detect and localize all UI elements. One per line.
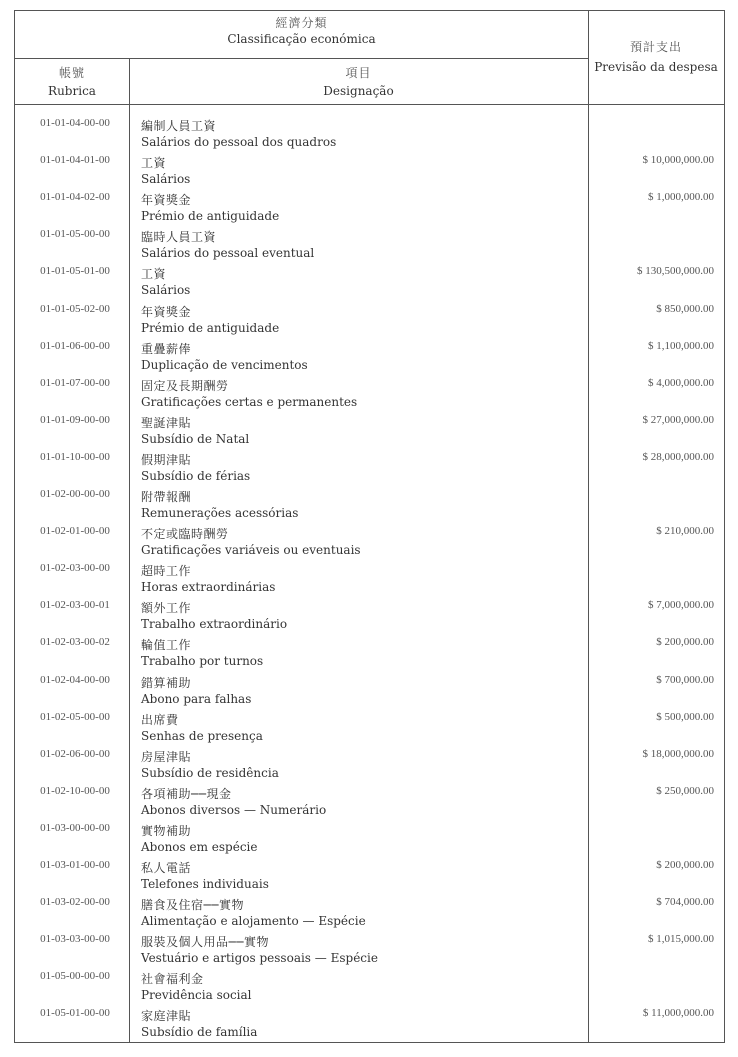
designation-zh: 固定及長期酬勞 — [141, 378, 229, 393]
designation-pt: Gratificações variáveis ou eventuais — [141, 543, 361, 558]
budget-table — [14, 10, 725, 1043]
designation-pt: Subsídio de residência — [141, 765, 279, 780]
table-row — [15, 894, 726, 931]
forecast-header — [588, 39, 724, 75]
table-row — [15, 783, 726, 820]
designation-header-zh: 項目 — [345, 66, 372, 80]
designation-zh: 實物補助 — [141, 823, 192, 838]
rubric-code: 01-01-04-00-00 — [40, 117, 110, 129]
forecast-amount: $ 130,500,000.00 — [637, 265, 714, 278]
forecast-amount: $ 28,000,000.00 — [642, 450, 714, 463]
classification-header — [15, 15, 588, 47]
designation-pt: Trabalho por turnos — [141, 654, 264, 669]
designation-zh: 出席費 — [141, 712, 179, 727]
designation-pt: Subsídio de férias — [141, 468, 251, 483]
rubric-code: 01-01-04-02-00 — [40, 191, 110, 204]
table-row — [15, 597, 726, 634]
designation-zh: 額外工作 — [141, 601, 192, 616]
designation-pt: Prémio de antiguidade — [141, 320, 280, 335]
table-row — [15, 968, 726, 1005]
designation-pt: Gratificações certas e permanentes — [141, 394, 358, 409]
designation-zh: 聖誕津貼 — [141, 415, 192, 430]
forecast-amount: $ 27,000,000.00 — [642, 413, 714, 426]
designation-pt: Telefones individuais — [141, 877, 269, 891]
forecast-amount: $ 1,015,000.00 — [648, 933, 714, 946]
forecast-amount: $ 850,000.00 — [656, 302, 714, 315]
table-row — [15, 1005, 726, 1042]
rubric-code: 01-01-05-01-00 — [40, 265, 110, 278]
forecast-amount: $ 18,000,000.00 — [642, 747, 714, 760]
rubric-code: 01-03-03-00-00 — [40, 933, 110, 946]
rubric-header — [15, 65, 129, 99]
table-row — [15, 523, 726, 560]
header-divider-classification — [15, 58, 588, 59]
designation-zh: 房屋津貼 — [141, 749, 192, 764]
designation-zh: 錯算補助 — [141, 675, 192, 690]
designation-pt: Vestuário e artigos pessoais — Espécie — [141, 951, 378, 966]
designation-pt: Previdência social — [141, 988, 252, 1003]
rubric-code: 01-01-05-02-00 — [40, 302, 110, 315]
designation-zh: 重疊薪俸 — [141, 341, 192, 356]
designation-pt: Duplicação de vencimentos — [141, 357, 308, 372]
table-row — [15, 486, 726, 523]
forecast-amount: $ 200,000.00 — [656, 859, 714, 871]
rubric-code: 01-03-01-00-00 — [40, 859, 110, 871]
table-row — [15, 115, 726, 152]
designation-pt: Remunerações acessórias — [141, 506, 299, 520]
rubric-code: 01-02-05-00-00 — [40, 710, 110, 723]
designation-pt: Abono para falhas — [141, 691, 252, 706]
forecast-amount: $ 250,000.00 — [656, 784, 714, 797]
table-row — [15, 152, 726, 189]
rubric-code: 01-05-00-00-00 — [40, 970, 110, 983]
rubric-code: 01-02-03-00-00 — [40, 562, 110, 575]
table-row — [15, 449, 726, 486]
rubric-header-zh: 帳號 — [58, 66, 85, 80]
designation-zh: 臨時人員工資 — [141, 230, 217, 245]
designation-pt: Salários do pessoal eventual — [141, 246, 315, 261]
forecast-amount: $ 10,000,000.00 — [642, 154, 714, 167]
designation-pt: Subsídio de Natal — [141, 431, 250, 446]
designation-pt: Abonos em espécie — [141, 839, 258, 854]
table-row — [15, 301, 726, 338]
rubric-header-pt: Rubrica — [48, 84, 96, 98]
designation-pt: Trabalho extraordinário — [141, 617, 288, 632]
rubric-code: 01-01-06-00-00 — [40, 339, 110, 352]
designation-zh: 服裝及個人用品──實物 — [141, 935, 269, 950]
rubric-code: 01-02-00-00-00 — [40, 488, 110, 500]
classification-header-zh: 經濟分類 — [275, 16, 328, 30]
forecast-header-pt: Previsão da despesa — [594, 60, 718, 74]
designation-zh: 各項補助──現金 — [141, 786, 232, 801]
designation-zh: 編制人員工資 — [141, 119, 217, 133]
table-row — [15, 560, 726, 597]
rubric-code: 01-01-09-00-00 — [40, 413, 110, 426]
designation-zh: 年資獎金 — [141, 193, 192, 208]
forecast-amount: $ 704,000.00 — [656, 896, 714, 909]
designation-pt: Alimentação e alojamento — Espécie — [141, 914, 366, 929]
designation-zh: 附帶報酬 — [141, 490, 192, 504]
table-row — [15, 672, 726, 709]
rubric-code: 01-02-03-00-01 — [40, 599, 110, 612]
rubric-code: 01-02-03-00-02 — [40, 636, 110, 649]
rubric-code: 01-02-06-00-00 — [40, 747, 110, 760]
designation-pt: Senhas de presença — [141, 728, 263, 743]
header-bottom-rule — [15, 104, 724, 105]
designation-pt: Salários do pessoal dos quadros — [141, 135, 337, 149]
rubric-code: 01-02-10-00-00 — [40, 784, 110, 797]
forecast-amount: $ 7,000,000.00 — [648, 599, 714, 612]
designation-header-pt: Designação — [323, 84, 394, 98]
rubric-code: 01-01-05-00-00 — [40, 228, 110, 241]
forecast-amount: $ 210,000.00 — [656, 525, 714, 538]
forecast-amount: $ 200,000.00 — [656, 636, 714, 649]
table-row — [15, 820, 726, 857]
table-row — [15, 375, 726, 412]
rubric-code: 01-01-07-00-00 — [40, 376, 110, 389]
table-row — [15, 857, 726, 894]
table-row — [15, 189, 726, 226]
table-row — [15, 709, 726, 746]
rubric-code: 01-03-02-00-00 — [40, 896, 110, 909]
designation-zh: 工資 — [141, 267, 167, 282]
designation-pt: Salários — [141, 283, 191, 298]
forecast-amount: $ 500,000.00 — [656, 710, 714, 723]
designation-pt: Horas extraordinárias — [141, 580, 276, 595]
forecast-amount: $ 700,000.00 — [656, 673, 714, 686]
designation-zh: 假期津貼 — [141, 452, 192, 467]
rubric-code: 01-01-04-01-00 — [40, 154, 110, 167]
designation-pt: Abonos diversos — Numerário — [141, 802, 327, 817]
designation-pt: Subsídio de família — [141, 1025, 258, 1040]
designation-zh: 膳食及住宿──實物 — [141, 898, 244, 913]
table-row — [15, 931, 726, 968]
forecast-amount: $ 1,000,000.00 — [648, 191, 714, 204]
rubric-code: 01-01-10-00-00 — [40, 450, 110, 463]
designation-zh: 輪值工作 — [141, 638, 192, 653]
designation-header — [129, 65, 588, 99]
table-row — [15, 412, 726, 449]
table-row — [15, 746, 726, 783]
table-row — [15, 263, 726, 300]
designation-pt: Salários — [141, 172, 191, 187]
table-row — [15, 634, 726, 671]
rubric-code: 01-03-00-00-00 — [40, 821, 110, 834]
designation-zh: 私人電話 — [141, 861, 192, 875]
forecast-header-zh: 預計支出 — [629, 40, 682, 54]
designation-zh: 年資獎金 — [141, 304, 192, 319]
designation-zh: 社會福利金 — [141, 972, 204, 987]
rubric-code: 01-02-01-00-00 — [40, 525, 110, 538]
classification-header-pt: Classificação económica — [227, 32, 376, 46]
designation-zh: 超時工作 — [141, 564, 192, 579]
table-row — [15, 226, 726, 263]
designation-zh: 不定或臨時酬勞 — [141, 527, 229, 542]
forecast-amount: $ 1,100,000.00 — [648, 339, 714, 352]
table-row — [15, 338, 726, 375]
rubric-code: 01-02-04-00-00 — [40, 673, 110, 686]
designation-zh: 家庭津貼 — [141, 1009, 192, 1024]
forecast-amount: $ 11,000,000.00 — [642, 1007, 714, 1020]
forecast-amount: $ 4,000,000.00 — [648, 376, 714, 389]
designation-pt: Prémio de antiguidade — [141, 209, 280, 224]
rubric-code: 01-05-01-00-00 — [40, 1007, 110, 1020]
designation-zh: 工資 — [141, 156, 167, 171]
